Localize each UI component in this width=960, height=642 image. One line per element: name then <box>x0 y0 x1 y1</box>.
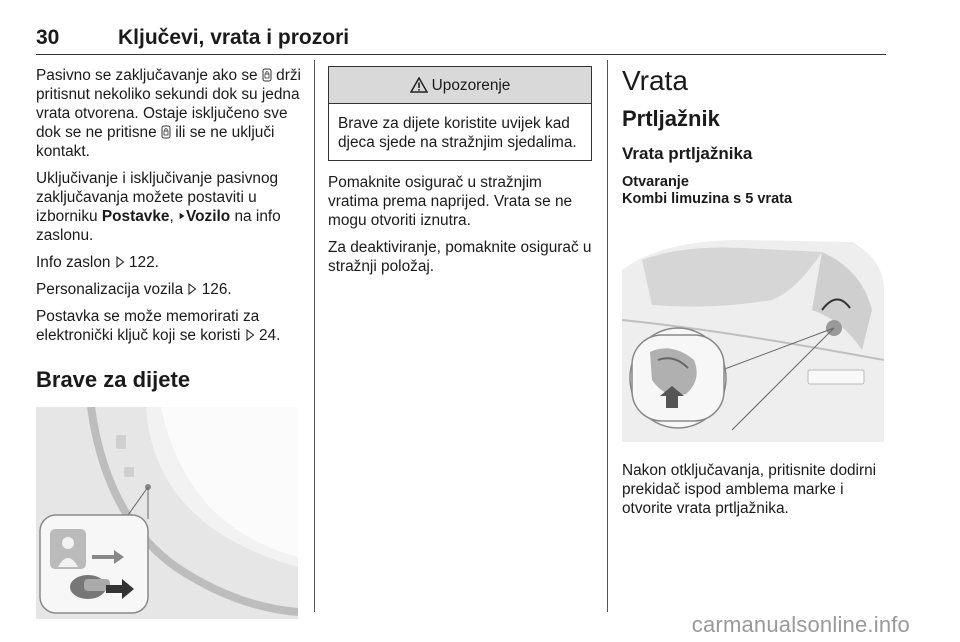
reference-personalization[interactable]: Personalizacija vozila 126. <box>36 281 232 298</box>
triangle-ref-icon <box>187 282 197 296</box>
triangle-ref-icon <box>245 328 255 342</box>
watermark: carmanualsonline.info <box>691 612 910 637</box>
page-number: 30 <box>36 26 60 49</box>
menu-vozilo: Vozilo <box>186 208 231 225</box>
menu-postavke: Postavke <box>101 208 170 225</box>
paragraph-deactivate-lock: Za deaktiviranje, pomaknite osigurač u stražnji položaj. <box>328 239 592 275</box>
warning-text: Brave za dijete koristite uvijek kad djeca sjede na stražnjim sjedalima. <box>338 115 577 151</box>
heading-hatchback: Kombi limuzina s 5 vrata <box>622 191 793 207</box>
reference-info-display[interactable]: Info zaslon 122. <box>36 254 159 271</box>
heading-tailgate: Vrata prtljažnika <box>622 144 753 163</box>
column-1 <box>36 66 304 624</box>
column-divider-1 <box>314 60 315 612</box>
child-lock-illustration <box>36 407 298 619</box>
triangle-ref-icon <box>115 255 125 269</box>
chapter-title: Ključevi, vrata i prozori <box>118 26 350 49</box>
warning-title: Upozorenje <box>431 76 511 94</box>
paragraph-activate-lock: Pomaknite osigurač u stražnjim vratima prema naprijed. Vrata se ne mogu otvoriti iznutra. <box>328 174 573 229</box>
paragraph-settings: Uključivanje i isključivanje pasivnog zaključavanja možete postaviti u izborniku Postavke, Vozilo na info zaslonu. <box>36 170 281 244</box>
paragraph-passive-lock: Pasivno se zaključavanje ako se drži pritisnut nekoliko sekundi dok su jedna vrata otvorena. Ostaje isključeno sve dok se ne pritisne ili se ne uključi kontakt. <box>36 67 301 160</box>
paragraph-open-tailgate: Nakon otključavanja, pritisnite dodirni prekidač ispod amblema marke i otvorite vrata prtljažnika. <box>622 462 877 517</box>
page-header <box>36 26 886 55</box>
warning-box <box>328 66 592 161</box>
paragraph-memory: Postavka se može memorirati za elektronički ključ koji se koristi 24. <box>36 308 281 344</box>
tailgate-illustration <box>622 230 884 442</box>
warning-triangle-icon <box>410 77 428 93</box>
lock-button-icon <box>161 125 171 139</box>
heading-luggage: Prtljažnik <box>622 106 720 131</box>
heading-opening: Otvaranje <box>622 174 689 190</box>
column-divider-2 <box>607 60 608 612</box>
menu-arrow-icon <box>178 209 186 223</box>
heading-child-locks: Brave za dijete <box>36 367 191 392</box>
warning-header <box>329 67 591 104</box>
heading-doors: Vrata <box>622 65 688 96</box>
lock-button-icon <box>262 68 272 82</box>
column-2 <box>328 66 592 284</box>
column-3 <box>622 66 892 526</box>
